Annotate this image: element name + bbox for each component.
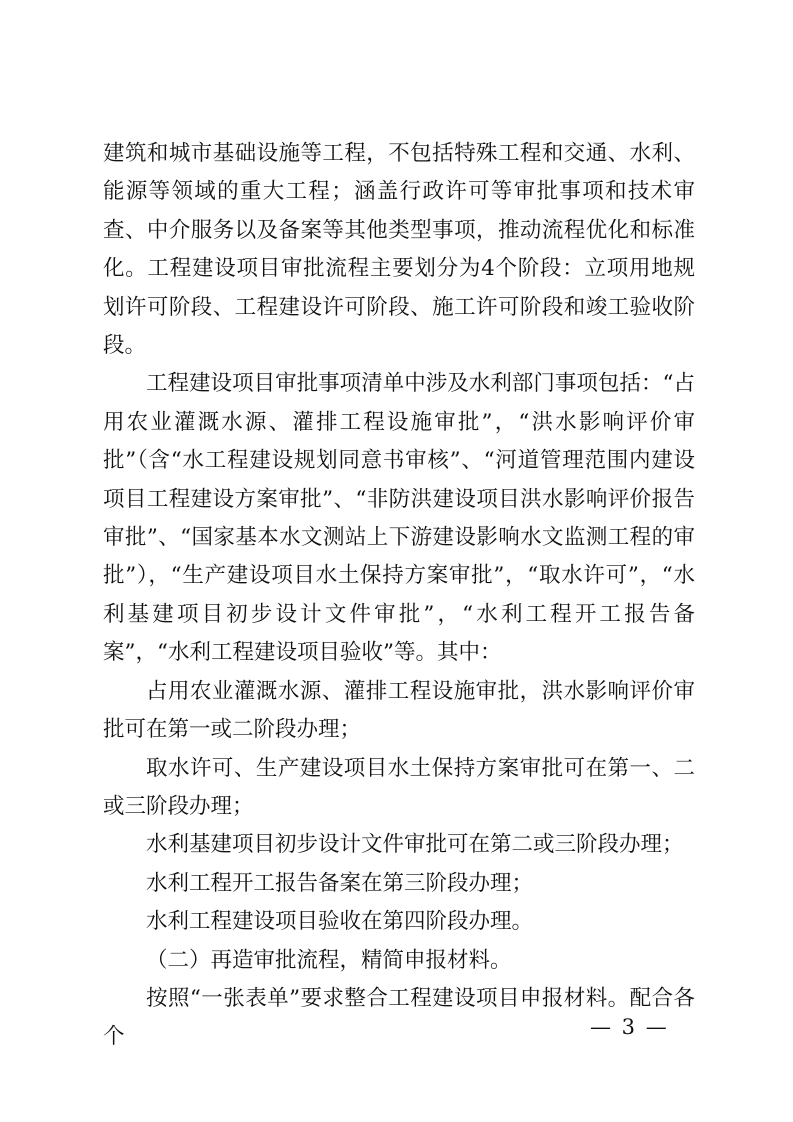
paragraph-stage-four: 水利工程建设项目验收在第四阶段办理。 [146,909,534,935]
paragraph-stage-one-two: 占用农业灌溉水源、灌排工程设施审批，洪水影响评价审批可在第一或二阶段办理； [103,678,695,743]
page-number: — 3 — [590,1015,669,1039]
paragraph-water-items: 工程建设项目审批事项清单中涉及水利部门事项包括：“占用农业灌溉水源、灌排工程设施审批”，“洪水影响评价审批”（含“水工程建设规划同意书审核”、“河道管理范围内建设项目工程建设方案审批”、“非防洪建设项目洪水影响评价报告审批”、“国家基本水文测站上下游建设影响水文监测工程的审批”），“生产建设项目水土保持方案审批”，“取水许可”，“水利基建项目初步设计文件审批”，“水利工程开工报告备案”，“水利工程建设项目验收”等。其中： [103,371,695,666]
paragraph-stage-one-two-three: 取水许可、生产建设项目水土保持方案审批可在第一、二或三阶段办理； [103,755,695,819]
paragraph-one-form: 按照“一张表单”要求整合工程建设项目申报材料。配合各个 [103,985,695,1050]
paragraph-stage-three: 水利工程开工报告备案在第三阶段办理； [146,870,534,896]
paragraph-stage-two-three: 水利基建项目初步设计文件审批可在第二或三阶段办理； [146,832,684,858]
document-body [103,135,695,1057]
paragraph-scope: 建筑和城市基础设施等工程，不包括特殊工程和交通、水利、能源等领域的重大工程；涵盖行政许可等审批事项和技术审查、中介服务以及备案等其他类型事项，推动流程优化和标准化。工程建设项目审批流程主要划分为4个阶段：立项用地规划许可阶段、工程建设许可阶段、施工许可阶段和竣工验收阶段。 [103,141,695,359]
section-heading: （二）再造审批流程，精简申报材料。 [146,947,512,973]
